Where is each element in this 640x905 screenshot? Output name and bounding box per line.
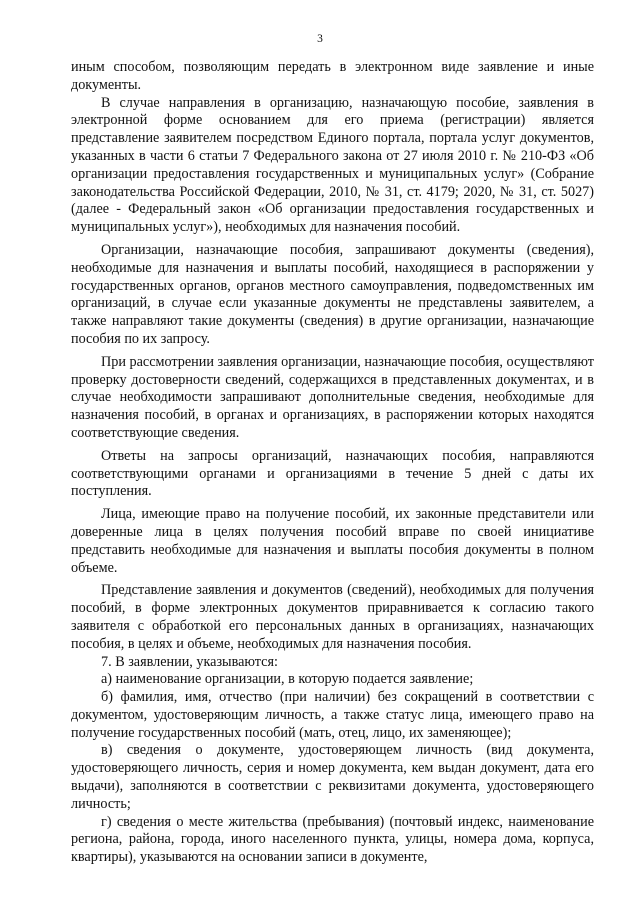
paragraph-item-v: в) сведения о документе, удостоверяющем личность (вид документа, удостоверяющего личность, серия и номер документа, кем выдан документ, дата его выдачи), заполняются в соответствии с реквизитами документа, удостоверяющего личность; [71, 742, 594, 812]
document-body [71, 59, 594, 867]
paragraph-verification: При рассмотрении заявления организации, назначающие пособия, осуществляют проверку достоверности сведений, содержащихся в представленных документах, и в случае необходимости запрашивают дополнительные сведения, необходимые для назначения пособий, в органах и организациях, в распоряжении которых находятся соответствующие сведения. [71, 353, 594, 441]
paragraph-requests-documents: Организации, назначающие пособия, запрашивают документы (сведения), необходимые для назначения и выплаты пособий, находящиеся в распоряжении у государственных органов, органов местного самоуправления, подведомственных им организаций, в случае если указанные документы не представлены заявителем, а также направляют такие документы (сведения) в другие организации, назначающие пособия по их запросу. [71, 241, 594, 347]
page-number: 3 [317, 33, 323, 45]
paragraph-consent: Представление заявления и документов (сведений), необходимых для получения пособий, в форме электронных документов приравнивается к согласию такого заявителя с обработкой его персональных данных в организациях, назначающих пособия, в целях и объеме, необходимых для назначения пособия. [71, 582, 594, 652]
paragraph-item-7: 7. В заявлении, указываются: [101, 653, 278, 670]
paragraph-continuation: иным способом, позволяющим передать в электронном виде заявление и иные документы. [71, 59, 594, 93]
paragraph-item-b: б) фамилия, имя, отчество (при наличии) без сокращений в соответствии с документом, удостоверяющим личность, а также статус лица, имеющего право на получение государственных пособий (мать, отец, лицо, их заменяющее); [71, 689, 594, 741]
paragraph-item-g: г) сведения о месте жительства (пребывания) (почтовый индекс, наименование региона, района, города, иного населенного пункта, улицы, номера дома, корпуса, квартиры), указываются на основании записи в документе, [71, 813, 594, 866]
paragraph-item-a: а) наименование организации, в которую подается заявление; [101, 671, 474, 688]
paragraph-own-initiative: Лица, имеющие право на получение пособий, их законные представители или доверенные лица в целях получения пособий вправе по своей инициативе представить необходимые для назначения и выплаты пособия документы в полном объеме. [71, 506, 594, 576]
paragraph-electronic-application: В случае направления в организацию, назначающую пособие, заявления в электронной форме основанием для его приема (регистрации) является представление заявителем посредством Единого портала, портала услуг документов, указанных в части 6 статьи 7 Федерального закона от 27 июля 2010 г. № 210-ФЗ «Об организации предоставления государственных и муниципальных услуг» (Собрание законодательства Российской Федерации, 2010, № 31, ст. 4179; 2020, № 31, ст. 5027) (далее - Федеральный закон «Об организации предоставления государственных и муниципальных услуг»), необходимых для назначения пособий. [71, 94, 594, 236]
paragraph-responses: Ответы на запросы организаций, назначающих пособия, направляются соответствующими органами и организациями в течение 5 дней с даты их поступления. [71, 447, 594, 500]
